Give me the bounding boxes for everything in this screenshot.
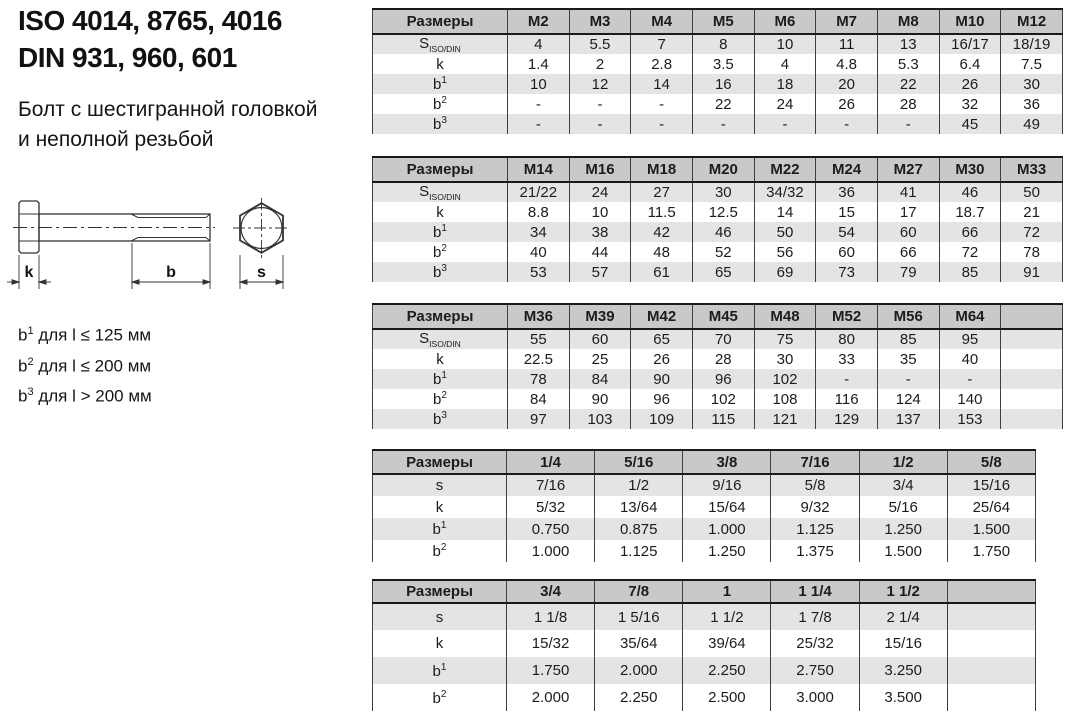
value-cell [1001, 409, 1063, 429]
value-cell: 11 [816, 34, 878, 54]
value-cell [947, 630, 1035, 657]
value-cell: 1.500 [947, 518, 1035, 540]
value-cell: 108 [754, 389, 816, 409]
value-cell: 84 [508, 389, 570, 409]
table-metric-m14-m33 [372, 156, 1063, 282]
row-label: s [373, 603, 507, 630]
value-cell: 2.500 [683, 684, 771, 711]
value-cell [1001, 349, 1063, 369]
value-cell: 0.875 [595, 518, 683, 540]
value-cell: 124 [877, 389, 939, 409]
size-column-header: M36 [508, 304, 570, 329]
size-column-header: M39 [569, 304, 631, 329]
value-cell: 17 [877, 202, 939, 222]
sizes-header-label: Размеры [373, 450, 507, 474]
value-cell: 46 [939, 182, 1001, 202]
size-column-header: 1 1/2 [859, 580, 947, 603]
value-cell: 5.5 [569, 34, 631, 54]
value-cell: 48 [631, 242, 693, 262]
value-cell: 12.5 [692, 202, 754, 222]
size-column-header: M2 [508, 9, 570, 34]
value-cell: 72 [939, 242, 1001, 262]
row-label: k [373, 496, 507, 518]
value-cell: 129 [816, 409, 878, 429]
value-cell: 7.5 [1001, 54, 1063, 74]
size-column-header: M64 [939, 304, 1001, 329]
value-cell: 30 [754, 349, 816, 369]
value-cell: 1.000 [507, 540, 595, 562]
size-column-header: M52 [816, 304, 878, 329]
value-cell: 24 [754, 94, 816, 114]
value-cell: 21 [1001, 202, 1063, 222]
value-cell: 13/64 [595, 496, 683, 518]
row-label: k [373, 202, 508, 222]
value-cell: 60 [569, 329, 631, 349]
size-column-header: M30 [939, 157, 1001, 182]
value-cell: 137 [877, 409, 939, 429]
value-cell: 38 [569, 222, 631, 242]
row-label: $b^2$ [373, 389, 508, 409]
value-cell: - [816, 369, 878, 389]
value-cell: 3/4 [859, 474, 947, 496]
row-label: k [373, 630, 507, 657]
row-label: $b^1$ [373, 222, 508, 242]
value-cell: 90 [631, 369, 693, 389]
value-cell: 10 [508, 74, 570, 94]
subtitle-line1: Болт с шестигранной головкой [18, 98, 318, 121]
value-cell: 22 [877, 74, 939, 94]
value-cell: - [816, 114, 878, 134]
size-column-header: M4 [631, 9, 693, 34]
size-column-header: M16 [569, 157, 631, 182]
value-cell: 40 [939, 349, 1001, 369]
size-column-header: M22 [754, 157, 816, 182]
table-inch-threequarters-to-oneandhalf [372, 579, 1036, 711]
value-cell: 0.750 [507, 518, 595, 540]
row-label: $b^1$ [373, 518, 507, 540]
size-column-header: M45 [692, 304, 754, 329]
row-label: k [373, 54, 508, 74]
value-cell: 85 [877, 329, 939, 349]
value-cell: 102 [692, 389, 754, 409]
value-cell: 5/8 [771, 474, 859, 496]
dim-label-b: b [166, 264, 176, 281]
value-cell: 69 [754, 262, 816, 282]
value-cell: 1.4 [508, 54, 570, 74]
value-cell: 80 [816, 329, 878, 349]
value-cell [1001, 329, 1063, 349]
row-label: $b^3$ [373, 409, 508, 429]
row-label: $b^2$ [373, 242, 508, 262]
size-column-header: 5/8 [947, 450, 1035, 474]
value-cell: 9/16 [683, 474, 771, 496]
value-cell: 41 [877, 182, 939, 202]
value-cell: 5/16 [859, 496, 947, 518]
value-cell: 36 [816, 182, 878, 202]
value-cell: 34/32 [754, 182, 816, 202]
value-cell: 90 [569, 389, 631, 409]
value-cell: 1.250 [859, 518, 947, 540]
value-cell: 1.000 [683, 518, 771, 540]
value-cell: 15/64 [683, 496, 771, 518]
value-cell: 7 [631, 34, 693, 54]
value-cell: - [877, 114, 939, 134]
value-cell: 60 [877, 222, 939, 242]
row-label: s [373, 474, 507, 496]
value-cell: 39/64 [683, 630, 771, 657]
value-cell: 84 [569, 369, 631, 389]
empty-column-header [1001, 304, 1063, 329]
size-column-header: M3 [569, 9, 631, 34]
value-cell: 1 1/2 [683, 603, 771, 630]
size-column-header: M6 [754, 9, 816, 34]
value-cell: 16/17 [939, 34, 1001, 54]
value-cell: 65 [692, 262, 754, 282]
value-cell: 78 [1001, 242, 1063, 262]
value-cell: 13 [877, 34, 939, 54]
value-cell: 1.500 [859, 540, 947, 562]
value-cell: - [692, 114, 754, 134]
value-cell: 35 [877, 349, 939, 369]
row-label: $S_{ISO/DIN}$ [373, 34, 508, 54]
value-cell: 30 [692, 182, 754, 202]
value-cell [947, 657, 1035, 684]
value-cell: 44 [569, 242, 631, 262]
value-cell [1001, 369, 1063, 389]
value-cell: 4.8 [816, 54, 878, 74]
size-column-header: M18 [631, 157, 693, 182]
value-cell: 28 [692, 349, 754, 369]
value-cell: 2.750 [771, 657, 859, 684]
size-column-header: 3/4 [507, 580, 595, 603]
value-cell: 4 [754, 54, 816, 74]
value-cell: 61 [631, 262, 693, 282]
value-cell: 33 [816, 349, 878, 369]
value-cell: 12 [569, 74, 631, 94]
value-cell: 1.125 [595, 540, 683, 562]
row-label: $b^1$ [373, 369, 508, 389]
value-cell: 66 [939, 222, 1001, 242]
size-column-header: M7 [816, 9, 878, 34]
value-cell: 115 [692, 409, 754, 429]
value-cell: 34 [508, 222, 570, 242]
size-column-header: 1 [683, 580, 771, 603]
value-cell: 18 [754, 74, 816, 94]
value-cell: 49 [1001, 114, 1063, 134]
row-label: $S_{ISO/DIN}$ [373, 182, 508, 202]
value-cell: 52 [692, 242, 754, 262]
sizes-header-label: Размеры [373, 304, 508, 329]
row-label: $S_{ISO/DIN}$ [373, 329, 508, 349]
sizes-header-label: Размеры [373, 580, 507, 603]
value-cell: 60 [816, 242, 878, 262]
value-cell: 24 [569, 182, 631, 202]
value-cell: 18.7 [939, 202, 1001, 222]
value-cell: 18/19 [1001, 34, 1063, 54]
value-cell: 20 [816, 74, 878, 94]
value-cell: 72 [1001, 222, 1063, 242]
value-cell: - [877, 369, 939, 389]
value-cell: 27 [631, 182, 693, 202]
row-label: $b^1$ [373, 74, 508, 94]
value-cell: 14 [631, 74, 693, 94]
table-metric-m2-m12 [372, 8, 1063, 134]
value-cell: 30 [1001, 74, 1063, 94]
value-cell: 14 [754, 202, 816, 222]
value-cell: 70 [692, 329, 754, 349]
value-cell: 53 [508, 262, 570, 282]
value-cell: 40 [508, 242, 570, 262]
value-cell: 78 [508, 369, 570, 389]
size-column-header: 5/16 [595, 450, 683, 474]
value-cell: 65 [631, 329, 693, 349]
value-cell: - [508, 94, 570, 114]
value-cell: 10 [569, 202, 631, 222]
value-cell [947, 603, 1035, 630]
dim-label-k: k [24, 264, 34, 281]
value-cell: 26 [631, 349, 693, 369]
value-cell: 22.5 [508, 349, 570, 369]
sizes-header-label: Размеры [373, 9, 508, 34]
value-cell: 102 [754, 369, 816, 389]
value-cell: - [939, 369, 1001, 389]
value-cell: 2.000 [507, 684, 595, 711]
size-column-header: 1 1/4 [771, 580, 859, 603]
value-cell: 42 [631, 222, 693, 242]
empty-column-header [947, 580, 1035, 603]
size-column-header: 7/8 [595, 580, 683, 603]
row-label: $b^2$ [373, 540, 507, 562]
value-cell: - [754, 114, 816, 134]
table-metric-m36-m64 [372, 303, 1063, 429]
value-cell: 2.8 [631, 54, 693, 74]
value-cell: 116 [816, 389, 878, 409]
value-cell: 75 [754, 329, 816, 349]
dim-label-s: s [257, 264, 266, 281]
value-cell: 36 [1001, 94, 1063, 114]
size-column-header: 1/2 [859, 450, 947, 474]
value-cell: 3.5 [692, 54, 754, 74]
value-cell: - [569, 94, 631, 114]
size-column-header: 3/8 [683, 450, 771, 474]
size-column-header: M27 [877, 157, 939, 182]
size-column-header: M12 [1001, 9, 1063, 34]
size-column-header: 7/16 [771, 450, 859, 474]
size-column-header: M42 [631, 304, 693, 329]
size-column-header: M56 [877, 304, 939, 329]
value-cell: 57 [569, 262, 631, 282]
value-cell: 8.8 [508, 202, 570, 222]
size-column-header: M10 [939, 9, 1001, 34]
value-cell: 50 [754, 222, 816, 242]
value-cell: 91 [1001, 262, 1063, 282]
value-cell: 25 [569, 349, 631, 369]
value-cell: 50 [1001, 182, 1063, 202]
value-cell: 35/64 [595, 630, 683, 657]
value-cell: 1.750 [947, 540, 1035, 562]
value-cell: 28 [877, 94, 939, 114]
size-column-header: 1/4 [507, 450, 595, 474]
value-cell: 26 [816, 94, 878, 114]
value-cell: 96 [631, 389, 693, 409]
value-cell: 21/22 [508, 182, 570, 202]
value-cell: 10 [754, 34, 816, 54]
table-inch-quarter-to-fiveeighths [372, 449, 1036, 562]
value-cell [1001, 389, 1063, 409]
value-cell: 1/2 [595, 474, 683, 496]
size-column-header: M8 [877, 9, 939, 34]
value-cell: 22 [692, 94, 754, 114]
size-column-header: M33 [1001, 157, 1063, 182]
size-column-header: M24 [816, 157, 878, 182]
note-b2: $b^2$ для l ≤ 200 мм [18, 355, 152, 376]
value-cell [947, 684, 1035, 711]
value-cell: 153 [939, 409, 1001, 429]
value-cell: 2 1/4 [859, 603, 947, 630]
value-cell: 8 [692, 34, 754, 54]
value-cell: 66 [877, 242, 939, 262]
row-label: $b^2$ [373, 684, 507, 711]
size-column-header: M5 [692, 9, 754, 34]
value-cell: 3.000 [771, 684, 859, 711]
value-cell: 96 [692, 369, 754, 389]
value-cell: 15/32 [507, 630, 595, 657]
value-cell: 46 [692, 222, 754, 242]
size-column-header: M20 [692, 157, 754, 182]
value-cell: 79 [877, 262, 939, 282]
value-cell: 15 [816, 202, 878, 222]
value-cell: - [631, 114, 693, 134]
size-column-header: M14 [508, 157, 570, 182]
value-cell: 25/64 [947, 496, 1035, 518]
row-label: $b^3$ [373, 114, 508, 134]
value-cell: - [569, 114, 631, 134]
row-label: $b^2$ [373, 94, 508, 114]
value-cell: - [508, 114, 570, 134]
subtitle-line2: и неполной резьбой [18, 128, 214, 151]
value-cell: 1.125 [771, 518, 859, 540]
value-cell: 97 [508, 409, 570, 429]
value-cell: 2.250 [683, 657, 771, 684]
row-label: k [373, 349, 508, 369]
value-cell: 54 [816, 222, 878, 242]
value-cell: 45 [939, 114, 1001, 134]
value-cell: 32 [939, 94, 1001, 114]
value-cell: 5/32 [507, 496, 595, 518]
value-cell: 5.3 [877, 54, 939, 74]
value-cell: 16 [692, 74, 754, 94]
value-cell: 1 7/8 [771, 603, 859, 630]
note-b3: $b^3$ для l > 200 мм [18, 386, 152, 406]
value-cell: 1.250 [683, 540, 771, 562]
value-cell: 15/16 [947, 474, 1035, 496]
note-b1: $b^1$ для l ≤ 125 мм [18, 325, 152, 345]
value-cell: 95 [939, 329, 1001, 349]
value-cell: 2.250 [595, 684, 683, 711]
value-cell: 55 [508, 329, 570, 349]
value-cell: 26 [939, 74, 1001, 94]
size-column-header: M48 [754, 304, 816, 329]
value-cell: 25/32 [771, 630, 859, 657]
value-cell: 2 [569, 54, 631, 74]
value-cell: - [631, 94, 693, 114]
value-cell: 121 [754, 409, 816, 429]
value-cell: 1 1/8 [507, 603, 595, 630]
value-cell: 11.5 [631, 202, 693, 222]
sizes-header-label: Размеры [373, 157, 508, 182]
value-cell: 85 [939, 262, 1001, 282]
value-cell: 109 [631, 409, 693, 429]
row-label: $b^3$ [373, 262, 508, 282]
value-cell: 103 [569, 409, 631, 429]
value-cell: 56 [754, 242, 816, 262]
value-cell: 140 [939, 389, 1001, 409]
row-label: $b^1$ [373, 657, 507, 684]
value-cell: 2.000 [595, 657, 683, 684]
value-cell: 73 [816, 262, 878, 282]
value-cell: 7/16 [507, 474, 595, 496]
value-cell: 15/16 [859, 630, 947, 657]
value-cell: 4 [508, 34, 570, 54]
value-cell: 6.4 [939, 54, 1001, 74]
value-cell: 1 5/16 [595, 603, 683, 630]
value-cell: 3.250 [859, 657, 947, 684]
title-iso: ISO 4014, 8765, 4016 [18, 5, 282, 36]
value-cell: 1.750 [507, 657, 595, 684]
value-cell: 3.500 [859, 684, 947, 711]
value-cell: 9/32 [771, 496, 859, 518]
title-din: DIN 931, 960, 601 [18, 42, 237, 73]
value-cell: 1.375 [771, 540, 859, 562]
